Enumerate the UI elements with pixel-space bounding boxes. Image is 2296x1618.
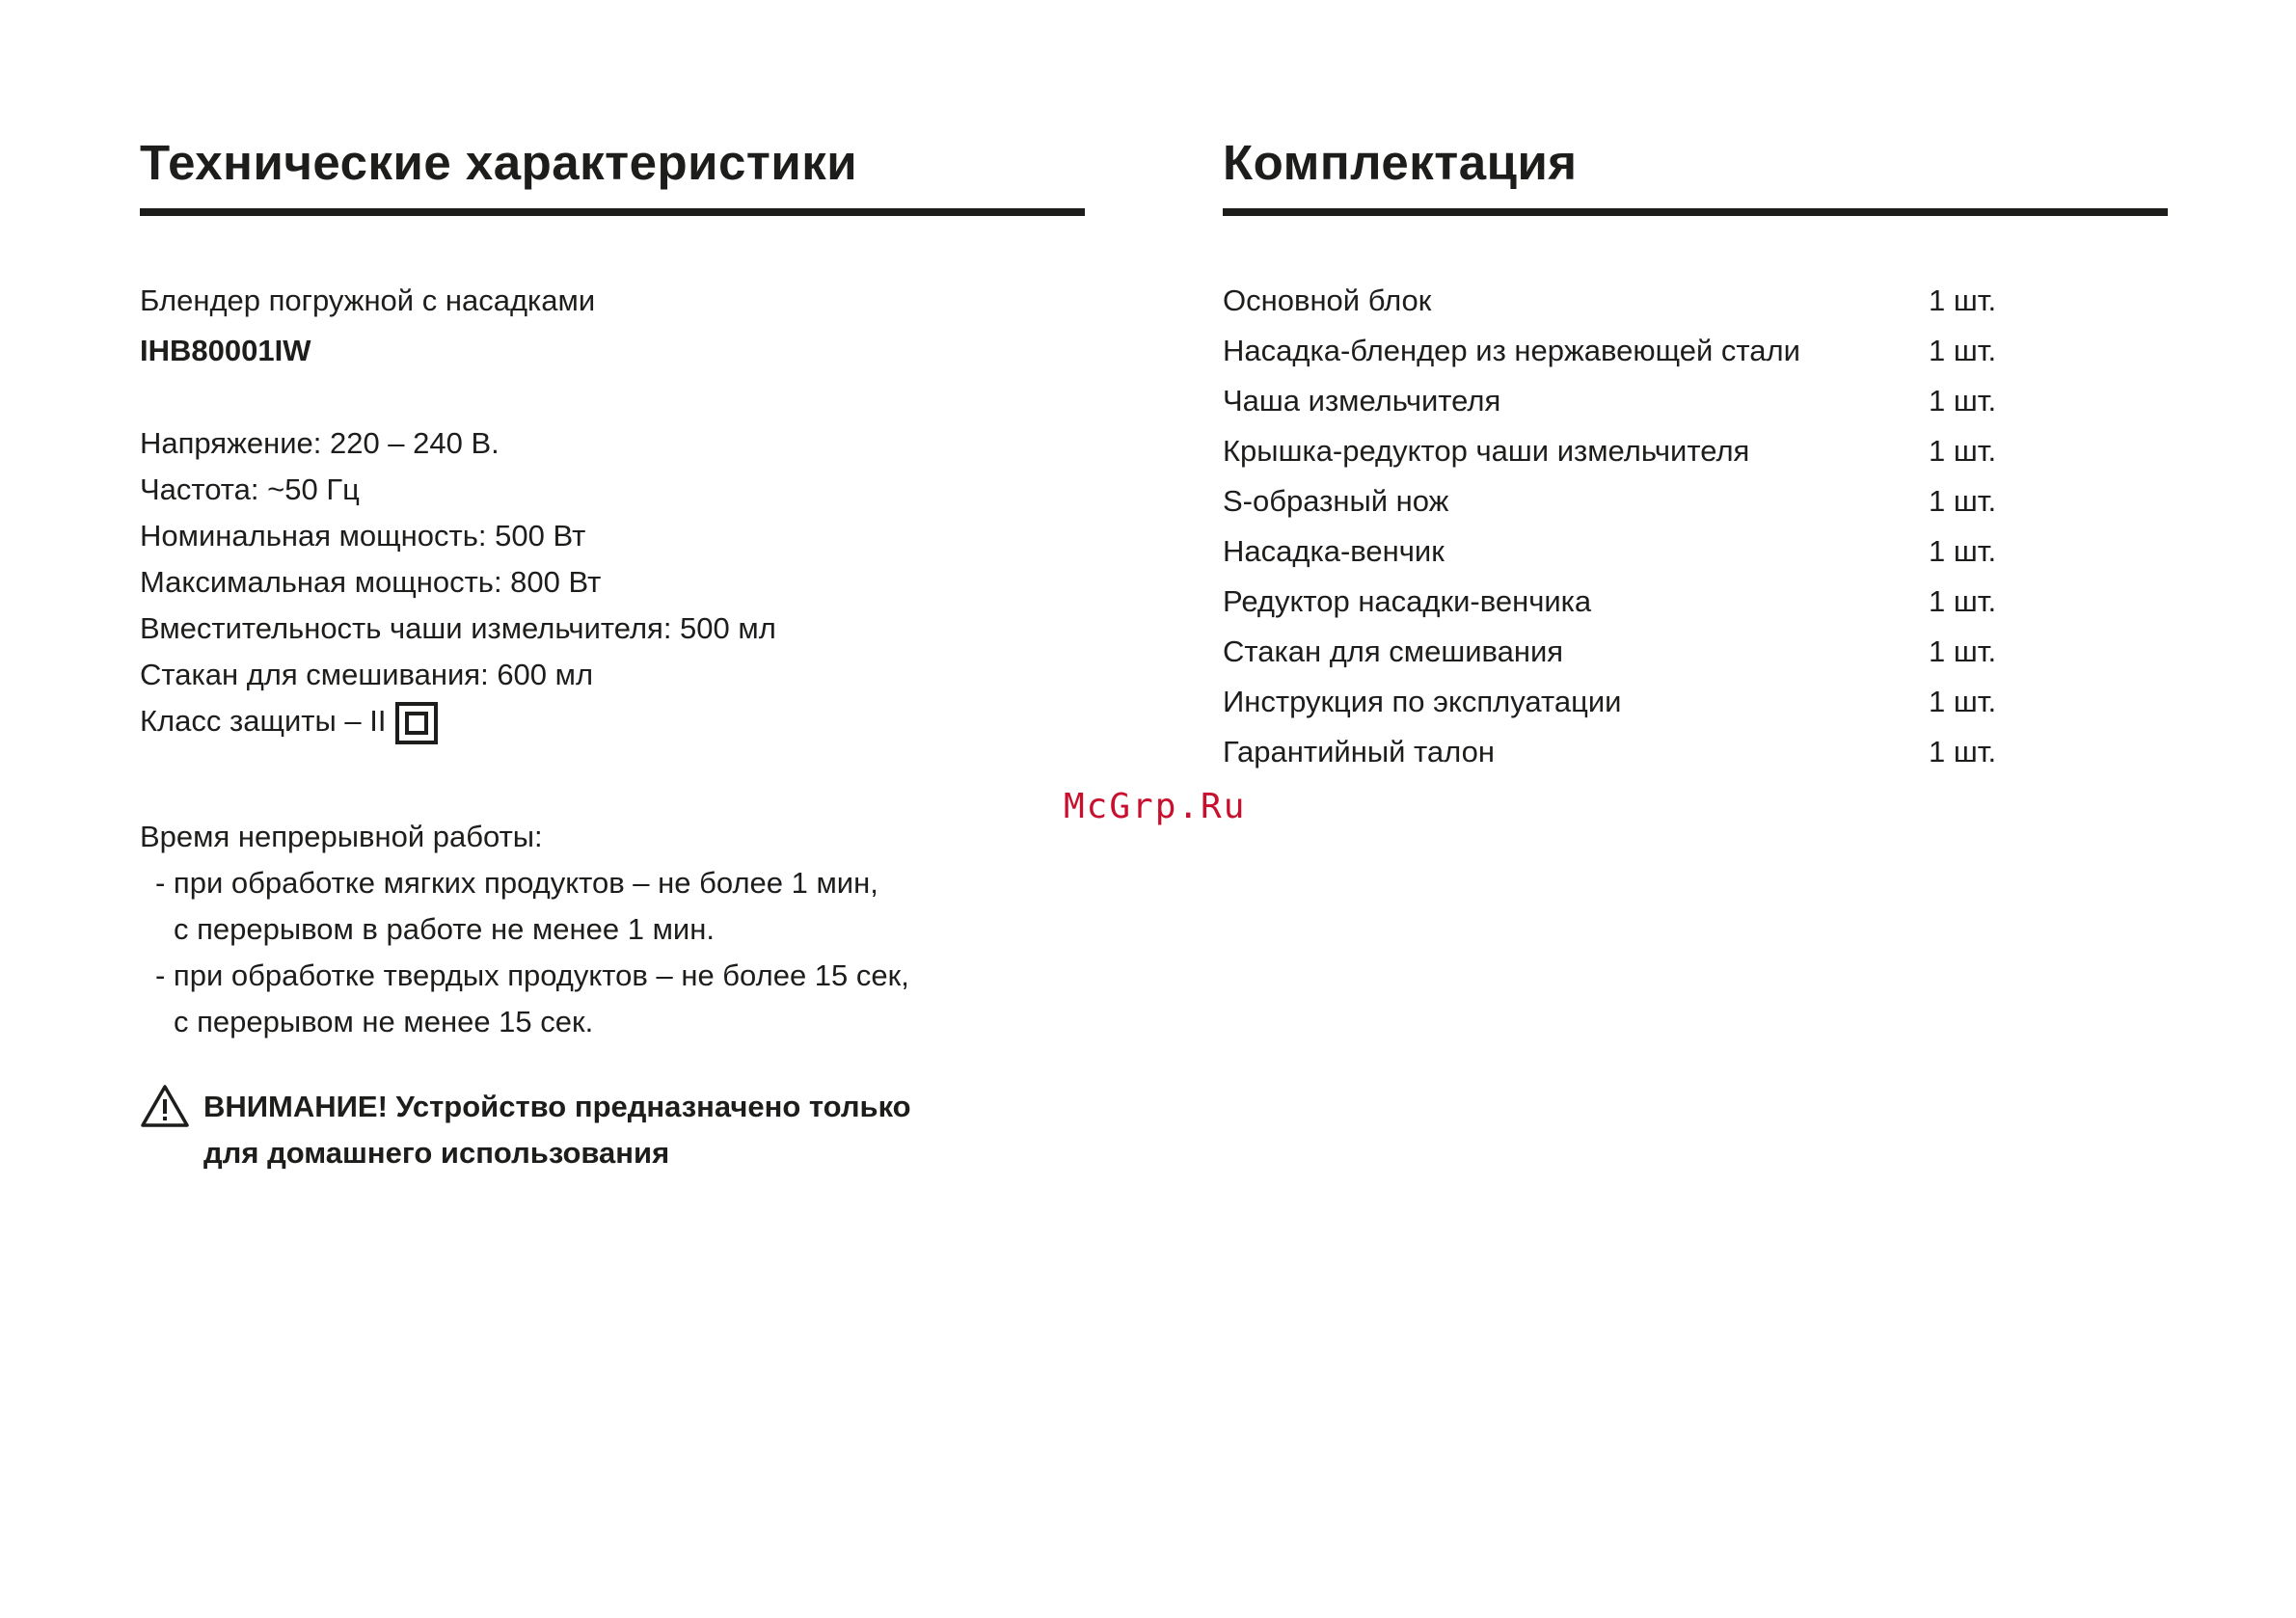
warning-triangle-icon xyxy=(140,1084,190,1128)
kit-item-qty: 1 шт. xyxy=(1929,584,1997,618)
watermark: McGrp.Ru xyxy=(1064,787,1247,826)
kit-item-name: Инструкция по эксплуатации xyxy=(1223,685,1622,718)
kit-item xyxy=(1223,727,2168,777)
kit-item-qty: 1 шт. xyxy=(1929,434,1997,468)
kit-item-name: Гарантийный талон xyxy=(1223,735,1495,769)
warning-line2: для домашнего использования xyxy=(203,1136,670,1170)
runtime-title: Время непрерывной работы: xyxy=(140,820,543,853)
spec-rated-power: Номинальная мощность: 500 Вт xyxy=(140,519,586,553)
kit-item xyxy=(1223,276,2168,326)
kit-item-name: Основной блок xyxy=(1223,283,1432,317)
kit-item-qty: 1 шт. xyxy=(1929,735,1997,769)
kit-item-name: Редуктор насадки-венчика xyxy=(1223,584,1592,618)
kit-item-qty: 1 шт. xyxy=(1929,384,1997,418)
spec-bowl-capacity: Вместительность чаши измельчителя: 500 мл xyxy=(140,611,776,645)
kit-item-name: Насадка-венчик xyxy=(1223,534,1445,568)
kit-item xyxy=(1223,526,2168,577)
specs-heading: Технические характеристики xyxy=(140,135,858,190)
spec-frequency: Частота: ~50 Гц xyxy=(140,472,360,506)
warning-line1: ВНИМАНИЕ! Устройство предназначено только xyxy=(203,1090,911,1123)
kit-section xyxy=(1223,125,2168,777)
kit-item-name: Крышка-редуктор чаши измельчителя xyxy=(1223,434,1750,468)
runtime-soft-line2: с перерывом в работе не менее 1 мин. xyxy=(174,912,715,946)
kit-item xyxy=(1223,326,2168,376)
kit-item xyxy=(1223,627,2168,677)
kit-item-qty: 1 шт. xyxy=(1929,634,1997,668)
kit-item-name: S-образный нож xyxy=(1223,484,1449,518)
kit-item-qty: 1 шт. xyxy=(1929,534,1997,568)
kit-item-qty: 1 шт. xyxy=(1929,334,1997,367)
specs-heading-rule xyxy=(140,208,1085,216)
product-name: Блендер погружной с насадками xyxy=(140,283,596,317)
kit-list xyxy=(1223,276,2168,777)
kit-item-name: Стакан для смешивания xyxy=(1223,634,1564,668)
kit-item xyxy=(1223,426,2168,476)
model-number: IHB80001IW xyxy=(140,334,311,367)
kit-item xyxy=(1223,577,2168,627)
kit-heading-rule xyxy=(1223,208,2168,216)
kit-item-name: Чаша измельчителя xyxy=(1223,384,1501,418)
warning-block xyxy=(140,1084,1085,1176)
double-insulation-icon xyxy=(395,702,438,744)
kit-heading: Комплектация xyxy=(1223,135,1578,190)
warning-text xyxy=(203,1084,911,1176)
spec-beaker-capacity: Стакан для смешивания: 600 мл xyxy=(140,658,594,691)
runtime-hard-line2: с перерывом не менее 15 сек. xyxy=(174,1005,594,1038)
kit-item-name: Насадка-блендер из нержавеющей стали xyxy=(1223,334,1800,367)
runtime-block xyxy=(140,814,1085,1045)
kit-item xyxy=(1223,677,2168,727)
kit-item-qty: 1 шт. xyxy=(1929,283,1997,317)
specs-section xyxy=(140,125,1085,1176)
spec-voltage: Напряжение: 220 – 240 В. xyxy=(140,426,500,460)
kit-item-qty: 1 шт. xyxy=(1929,685,1997,718)
kit-item xyxy=(1223,476,2168,526)
kit-item-qty: 1 шт. xyxy=(1929,484,1997,518)
runtime-soft-line1: - при обработке мягких продуктов – не более 1 мин, xyxy=(155,866,878,900)
spec-list xyxy=(140,420,1085,744)
runtime-hard-line1: - при обработке твердых продуктов – не более 15 сек, xyxy=(155,958,909,992)
spec-protection-class xyxy=(140,698,1085,744)
protection-class-label: Класс защиты – II xyxy=(140,704,387,738)
kit-item xyxy=(1223,376,2168,426)
spec-max-power: Максимальная мощность: 800 Вт xyxy=(140,565,602,599)
